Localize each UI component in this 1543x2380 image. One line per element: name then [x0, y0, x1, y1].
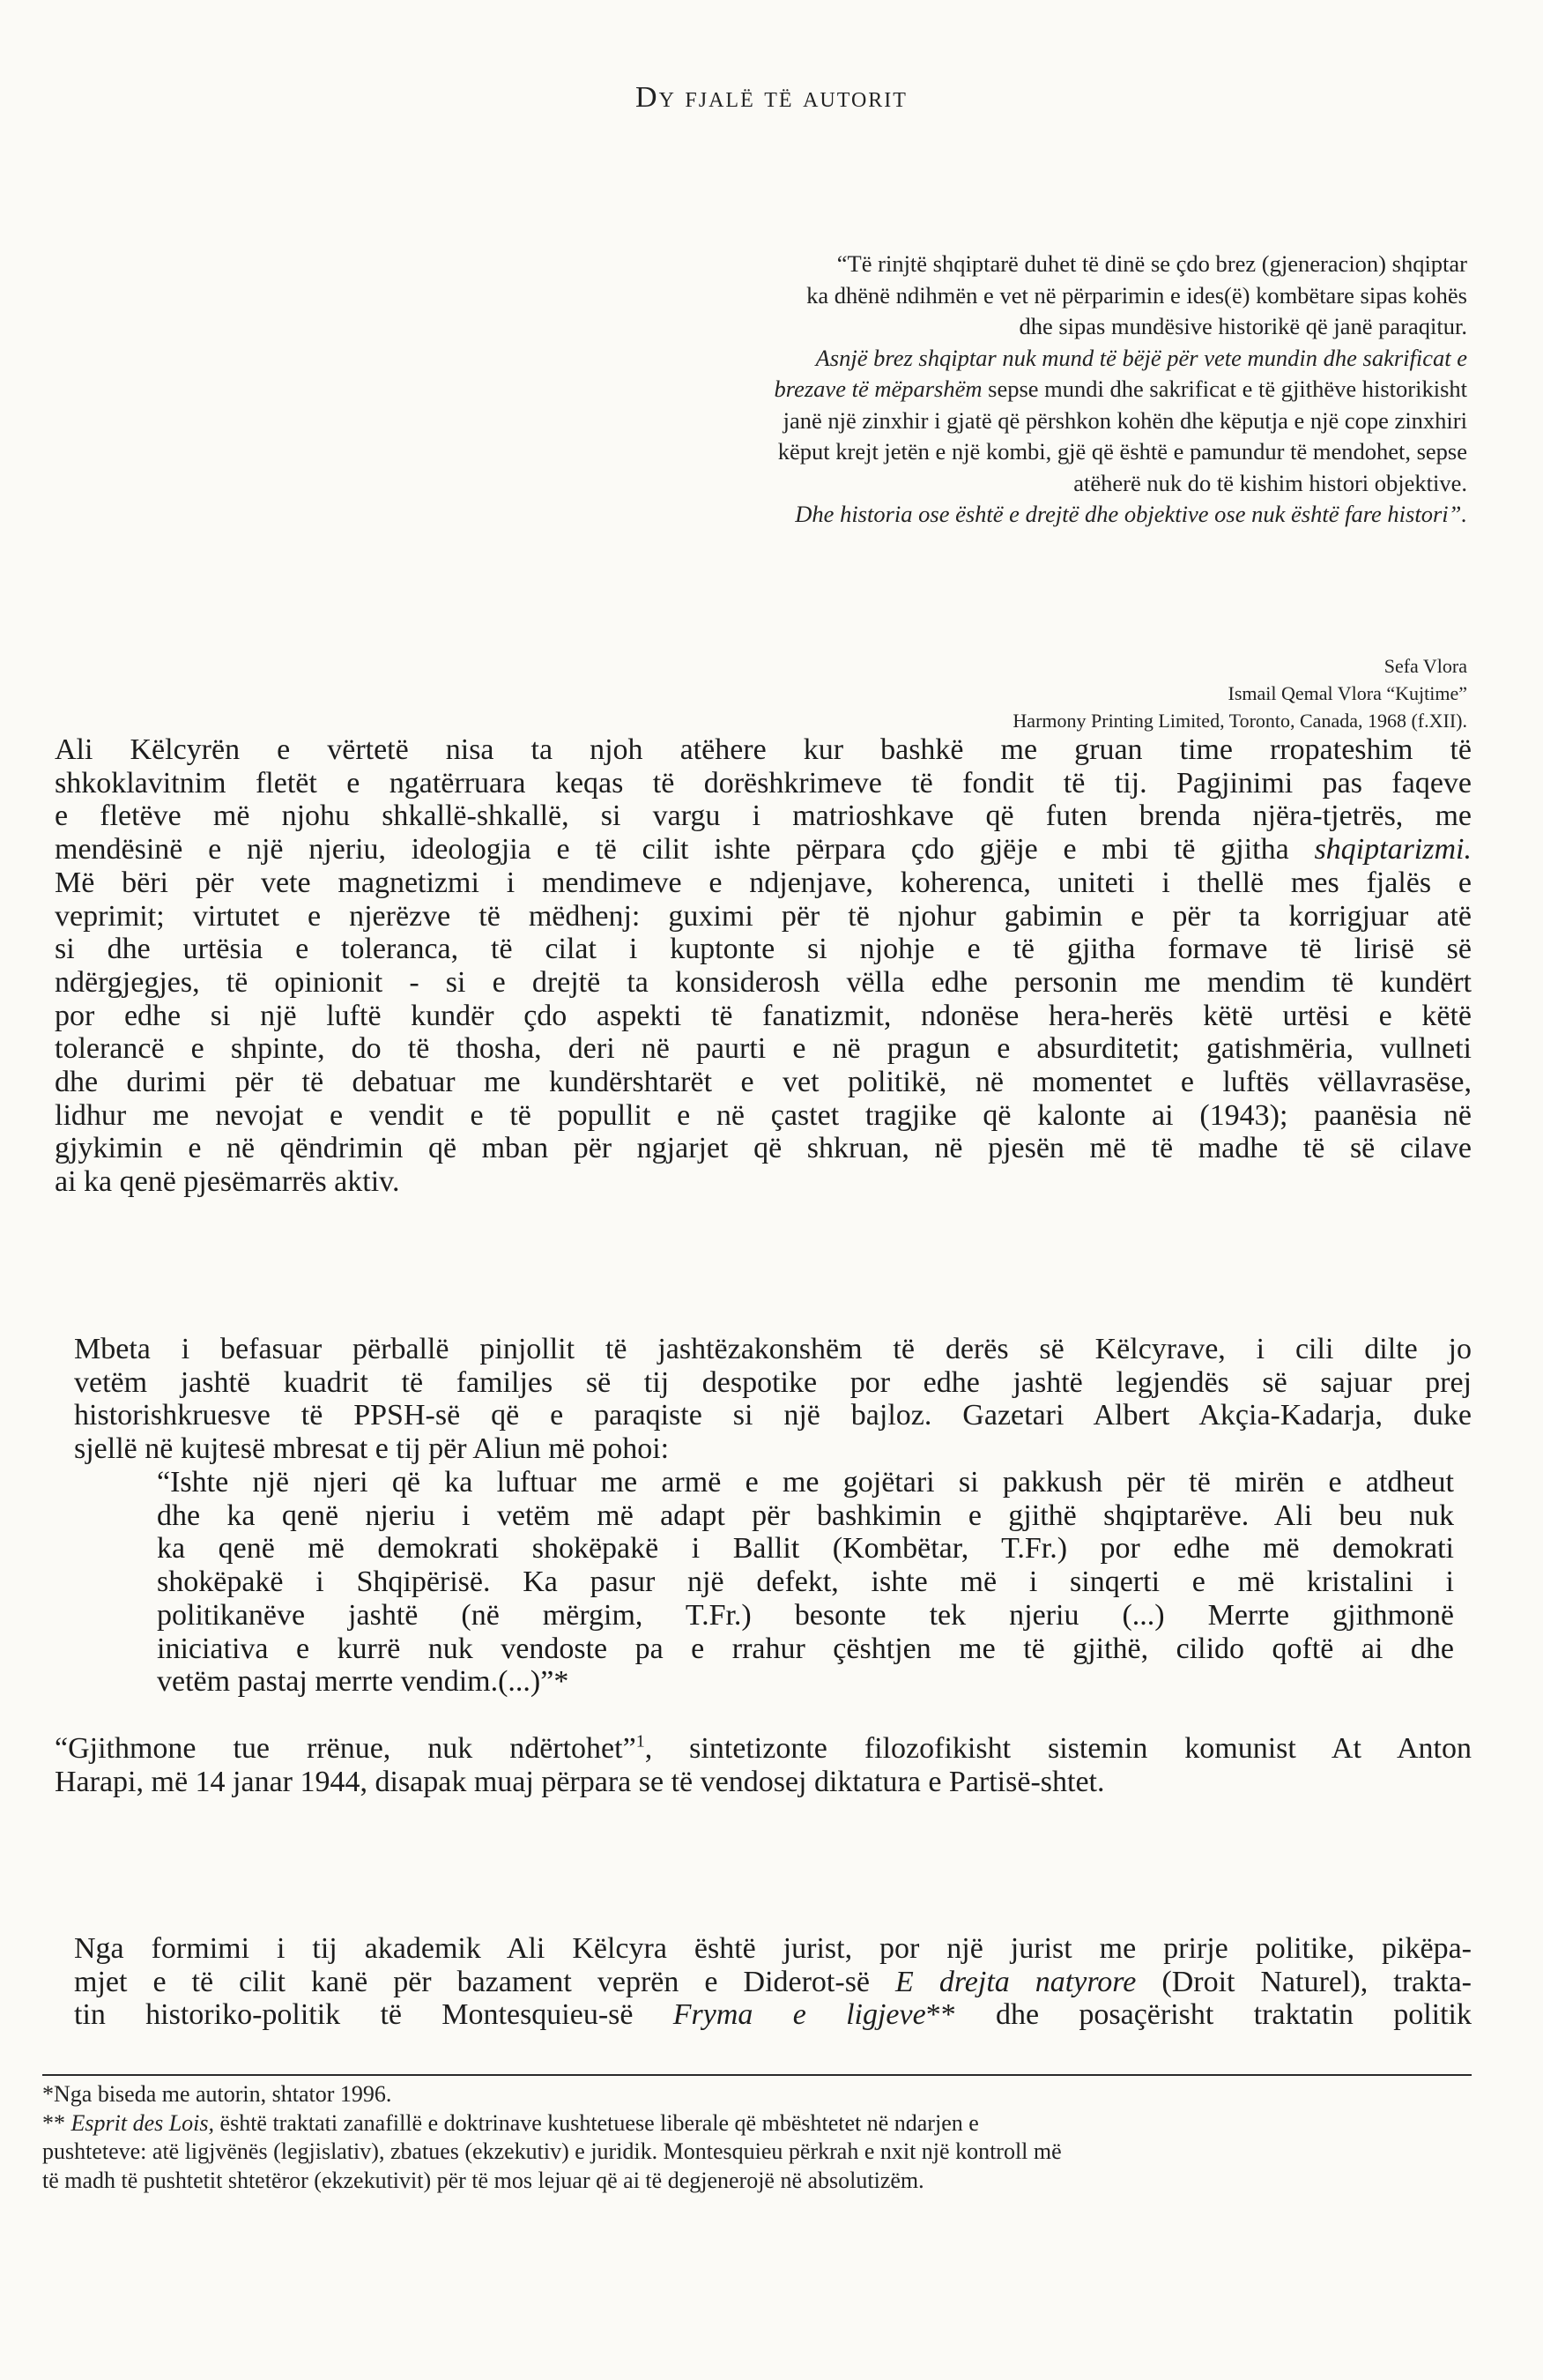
italic-word: shqiptarizmi. [1314, 833, 1472, 866]
text-segment: mjet e të cilit kanë për bazament veprën e Diderot-së [74, 1965, 896, 1998]
text-line [74, 1998, 1472, 2032]
text-segment: është traktati zanafillë e doktrinave kushtetuese liberale që mbështetet në ndarjen e [214, 2109, 979, 2136]
paragraph-4 [74, 1932, 1472, 2032]
text-line: Nga formimi i tij akademik Ali Këlcyra është jurist, por një jurist me prirje politike, pikëpa- [74, 1932, 1472, 1965]
epigraph-line [520, 374, 1467, 405]
epigraph-line [520, 343, 1467, 375]
epigraph [520, 249, 1467, 531]
quote-line: shokëpakë i Shqipërisë. Ka pasur një defekt, ishte më i sinqerti e më kristalini i [157, 1566, 1454, 1599]
attribution-source: Ismail Qemal Vlora “Kujtime” [1228, 682, 1467, 704]
attribution-publisher: Harmony Printing Limited, Toronto, Canada, 1968 (f.XII). [1013, 710, 1467, 732]
footnotes [42, 2080, 1452, 2195]
text-segment: tin historiko-politik të Montesquieu-së [74, 1998, 673, 2032]
quote-line: “Ishte një njeri që ka luftuar me armë e me gojëtari si pakkush për të mirën e atdheut [157, 1466, 1454, 1499]
text-line: ndërgjegjes, të opinionit - si e drejtë ta konsiderosh vëlla edhe personin me mendim të kundërt [55, 965, 1472, 999]
footnote-mark: ** [42, 2109, 71, 2136]
quote-line: ka qenë më demokrati shokëpakë i Ballit (Kombëtar, T.Fr.) por edhe më demokrati [157, 1532, 1454, 1566]
text-line: dhe durimi për të debatuar me kundërshtarët e vet politikë, në momentet e luftës vëllavrasëse, [55, 1066, 1472, 1099]
text-segment: mendësinë e një njeriu, ideologjia e të cilit ishte përpara çdo gjëje e mbi të gjitha [55, 833, 1315, 866]
epigraph-line: ka dhënë ndihmën e vet në përparimin e ides(ë) kombëtare sipas kohës [806, 281, 1467, 309]
footnote-2 [42, 2109, 1452, 2138]
epigraph-text: sepse mundi dhe sakrificat e të gjithëve historikisht [982, 376, 1467, 402]
text-line [74, 1966, 1472, 1999]
text-segment: “Gjithmone tue rrënue, nuk ndërtohet” [55, 1732, 636, 1765]
text-line: ai ka qenë pjesëmarrës aktiv. [55, 1165, 400, 1199]
footnote-2-line: të madh të pushtetit shtetëror (ekzekutivit) për të mos lejuar që ai të degjenerojë në absolutizëm. [42, 2167, 924, 2193]
text-segment: (Droit Naturel), trakta- [1136, 1965, 1472, 1998]
italic-title: Fryma e ligjeve [672, 1998, 926, 2032]
text-line: Ali Këlcyrën e vërtetë nisa ta njoh atëhere kur bashkë me gruan time rropateshim të [55, 733, 1472, 766]
chapter-title: Dy fjalë të autorit [635, 81, 908, 114]
text-line: shkoklavitnim fletët e ngatërruara keqas të dorëshkrimeve të fondit të tij. Pagjinimi pas faqeve [55, 766, 1472, 800]
text-line: lidhur me nevojat e vendit e të popullit e në çastet tragjike që kalonte ai (1943); paanësia në [55, 1098, 1472, 1132]
epigraph-line: dhe sipas mundësive historikë që janë paraqitur. [1019, 313, 1467, 339]
text-line: Më bëri për vete magnetizmi i mendimeve e ndjenjave, koherenca, uniteti i thellë mes fjalës e [55, 866, 1472, 899]
attribution-author: Sefa Vlora [1384, 655, 1467, 677]
epigraph-italic: Asnjë brez shqiptar nuk mund të bëjë për vete mundin dhe sakrificat e [815, 344, 1467, 371]
paragraph-1 [55, 733, 1472, 1199]
epigraph-italic: Dhe historia ose është e drejtë dhe objektive ose nuk është fare histori”. [795, 501, 1467, 527]
epigraph-line: janë një zinxhir i gjatë që përshkon kohën dhe këputja e një cope zinxhiri [783, 406, 1467, 434]
epigraph-line: “Të rinjtë shqiptarë duhet të dinë se çdo brez (gjeneracion) shqiptar [836, 250, 1467, 277]
text-segment: , sintetizonte filozofikisht sistemin komunist At Anton [644, 1732, 1472, 1765]
text-line: Harapi, më 14 janar 1944, disapak muaj përpara se të vendosej diktatura e Partisë-shtet. [55, 1765, 1105, 1798]
epigraph-italic: brezave të mëparshëm [774, 376, 983, 402]
footnote-1: *Nga biseda me autorin, shtator 1996. [42, 2081, 392, 2107]
epigraph-line: atëherë nuk do të kishim histori objektive. [1073, 469, 1467, 496]
text-line: vetëm jashtë kuadrit të familjes së tij despotike por edhe jashtë legjendës së sajuar prej [74, 1365, 1472, 1399]
text-line: historishkruesve të PPSH-së që e paraqiste si një bajloz. Gazetari Albert Akçia-Kadarja, duke [74, 1399, 1472, 1432]
text-line: veprimit; virtutet e njerëzve të mëdhenj: guximi për të njohur gabimin e për ta korrigjuar atë [55, 899, 1472, 933]
text-segment: ** dhe posaçërisht traktatin politik [925, 1998, 1472, 2032]
text-line: e fletëve më njohu shkallë-shkallë, si vargu i matrioshkave që futen brenda njëra-tjetrës, me [55, 800, 1472, 833]
footnote-ref: 1 [635, 1731, 645, 1752]
text-line: tolerancë e shpinte, do të thosha, deri në paurti e në pragun e absurditetit; gatishmëria, vullneti [55, 1032, 1472, 1066]
quote-line: dhe ka qenë njeriu i vetëm më adapt për bashkimin e gjithë shqiptarëve. Ali beu nuk [157, 1499, 1454, 1532]
quote-line: vetëm pastaj merrte vendim.(...)”* [157, 1665, 569, 1699]
quote-line: iniciativa e kurrë nuk vendoste pa e rrahur çështjen me të gjithë, cilido qoftë ai dhe [157, 1632, 1454, 1665]
footnote-divider [42, 2074, 1472, 2076]
italic-title: Esprit des Lois, [70, 2109, 215, 2136]
text-line: gjykimin e në qëndrimin që mban për ngjarjet që shkruan, në pjesën më të madhe të së cilave [55, 1132, 1472, 1165]
block-quote [157, 1466, 1454, 1699]
text-line: Mbeta i befasuar përballë pinjollit të jashtëzakonshëm të derës së Këlcyrave, i cili dilte jo [74, 1333, 1472, 1365]
quote-line: politikanëve jashtë (në mërgim, T.Fr.) besonte tek njeriu (...) Merrte gjithmonë [157, 1598, 1454, 1632]
text-line [55, 833, 1472, 866]
epigraph-line: këput krejt jetën e një kombi, gjë që është e pamundur të mendohet, sepse [777, 438, 1467, 465]
paragraph-3 [55, 1732, 1472, 1798]
epigraph-attribution [793, 652, 1467, 734]
italic-title: E drejta natyrore [895, 1965, 1137, 1998]
epigraph-line [520, 499, 1467, 531]
footnote-2-line: pushteteve: atë ligjvënës (legjislativ), zbatues (ekzekutiv) e juridik. Montesquieu përkrah e nxit një kontroll më [42, 2138, 1062, 2164]
text-line: por edhe si një luftë kundër çdo aspekti të fanatizmit, ndonëse hera-herës këtë urtësi e këtë [55, 999, 1472, 1032]
text-line: si dhe urtësia e toleranca, të cilat i kuptonte si njohje e të gjitha formave të lirisë së [55, 933, 1472, 966]
text-line: sjellë në kujtesë mbresat e tij për Aliun më pohoi: [74, 1432, 670, 1466]
text-line [55, 1732, 1472, 1766]
paragraph-2 [74, 1333, 1472, 1466]
